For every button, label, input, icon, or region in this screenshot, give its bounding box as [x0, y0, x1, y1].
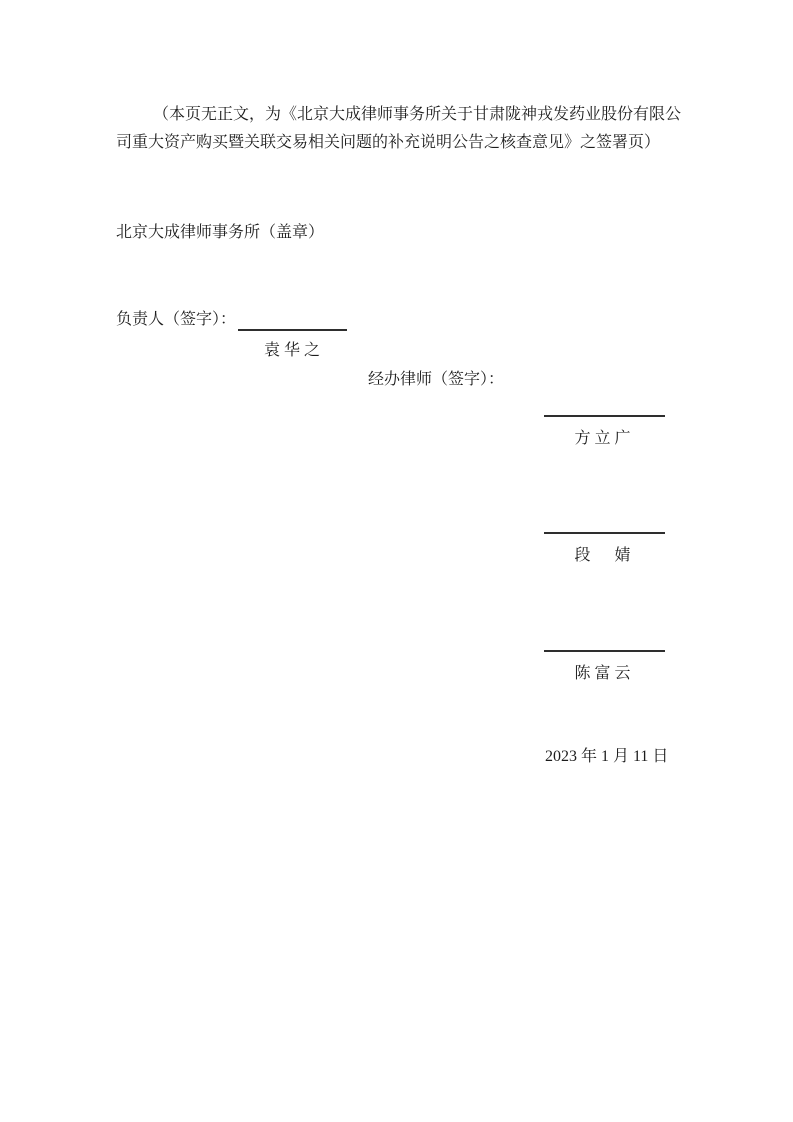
lawyer-signature-block: [544, 415, 665, 449]
principal-signature-label: 负责人（签字）：: [116, 311, 237, 328]
document-date: 2023 年 1 月 11 日: [545, 748, 669, 765]
lawyer-name: 陈富云: [574, 665, 635, 682]
intro-paragraph-line-2: 司重大资产购买暨关联交易相关问题的补充说明公告之核查意见》之签署页）: [116, 134, 661, 151]
intro-paragraph: [116, 101, 700, 157]
handling-lawyers-label: 经办律师（签字）：: [368, 371, 505, 388]
principal-signature-line: [238, 329, 347, 331]
firm-seal-line: 北京大成律师事务所（盖章）: [116, 224, 325, 241]
lawyer-signature-line: [544, 415, 665, 417]
lawyer-signature-block: [544, 650, 665, 684]
intro-paragraph-line-1: （本页无正文，为《北京大成律师事务所关于甘肃陇神戎发药业股份有限公: [153, 106, 682, 123]
lawyer-name: 方立广: [574, 430, 635, 447]
lawyer-name: 段 婧: [574, 547, 635, 564]
lawyer-signature-line: [544, 532, 665, 534]
lawyer-signature-line: [544, 650, 665, 652]
principal-name: 袁华之: [263, 342, 324, 359]
lawyer-signature-block: [544, 532, 665, 566]
